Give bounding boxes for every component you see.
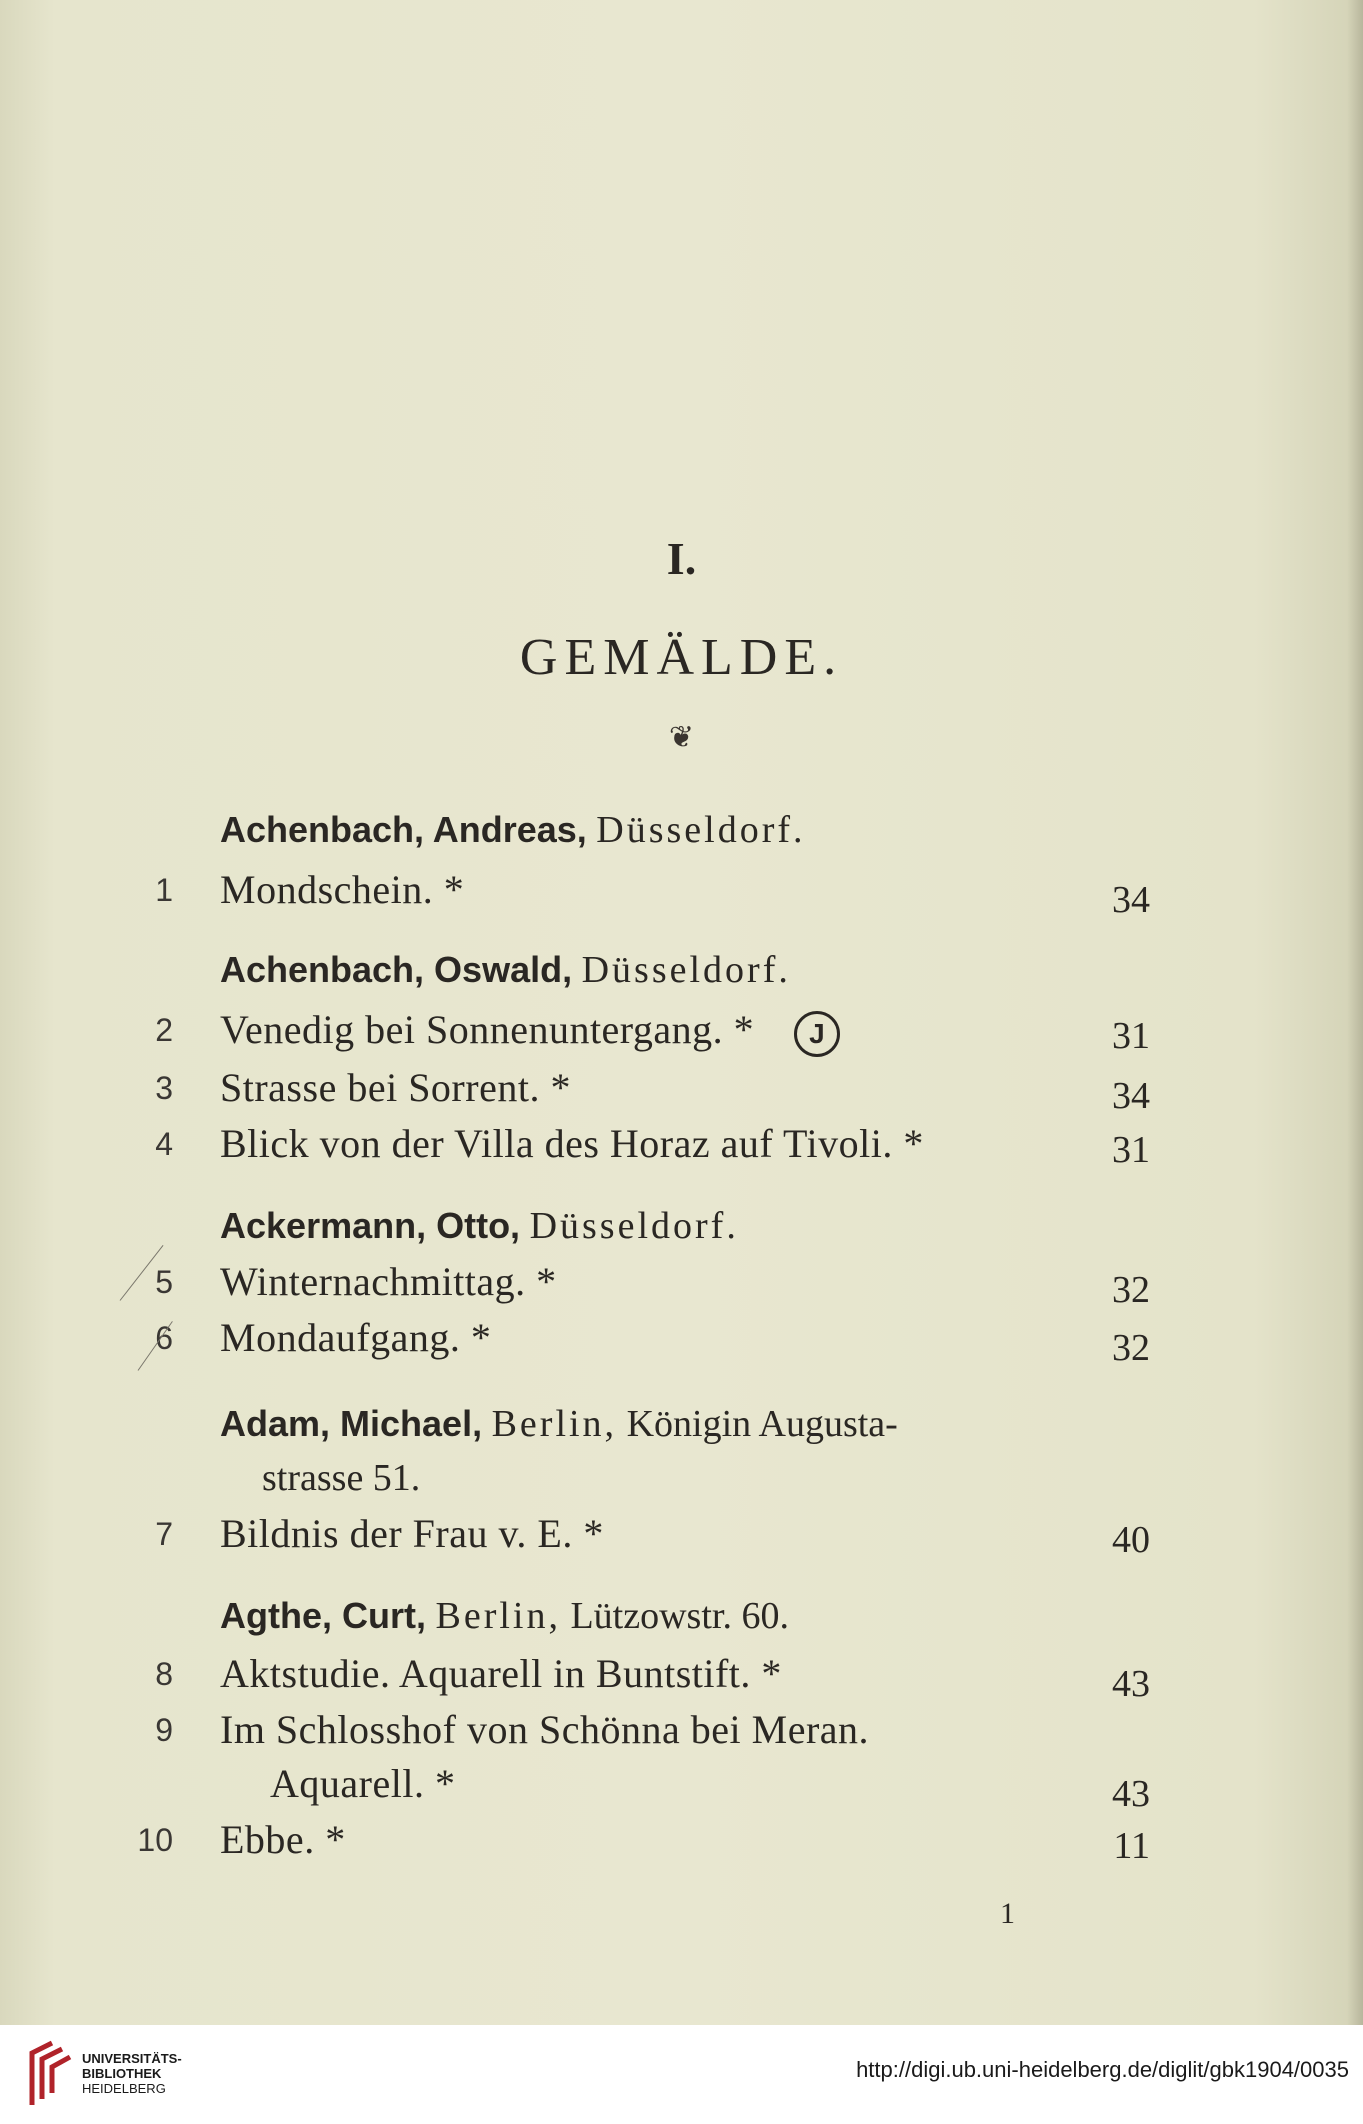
entry-title: Mondschein. * (220, 867, 465, 912)
artist-name: Agthe, Curt, (220, 1595, 426, 1636)
entry-title (220, 1006, 840, 1057)
artist-heading (220, 808, 806, 852)
entry-number: 4 (155, 1126, 173, 1162)
entry-number: 8 (155, 1656, 173, 1692)
entry-number: 6 (155, 1320, 173, 1356)
entry-title-continued: Aquarell. * (270, 1761, 456, 1806)
section-title: GEMÄLDE. (519, 629, 844, 686)
artist-heading (220, 1402, 898, 1446)
entry-number: 5 (155, 1264, 173, 1300)
entry-page: 40 (1112, 1519, 1150, 1561)
artist-city: Düsseldorf. (596, 809, 806, 851)
entry-number: 10 (137, 1822, 173, 1858)
entry-number: 7 (155, 1516, 173, 1552)
entry-number: 9 (155, 1712, 173, 1748)
viewer-footer (0, 2025, 1363, 2124)
entry-title: Strasse bei Sorrent. * (220, 1065, 571, 1110)
entry-page: 43 (1112, 1773, 1150, 1815)
circled-j-mark: J (794, 1011, 840, 1057)
library-logo-icon (18, 2039, 74, 2109)
entry-title: Blick von der Villa des Horaz auf Tivoli. * (220, 1121, 924, 1166)
library-name-line: BIBLIOTHEK (82, 2066, 162, 2081)
artist-heading (220, 1594, 789, 1638)
page-number: 1 (1000, 1897, 1015, 1930)
entry-title: Mondaufgang. * (220, 1315, 492, 1360)
section-number: I. (666, 533, 697, 584)
entry-number: 3 (155, 1070, 173, 1106)
entry-number: 2 (155, 1012, 173, 1048)
artist-city: Düsseldorf. (529, 1205, 739, 1247)
artist-city: Düsseldorf. (581, 949, 791, 991)
page-edge-shadow (1347, 0, 1363, 2025)
library-name (82, 2051, 182, 2096)
entry-title: Winternachmittag. * (220, 1259, 557, 1304)
entry-page: 31 (1112, 1129, 1150, 1171)
entry-page: 34 (1112, 879, 1150, 921)
entry-title: Bildnis der Frau v. E. * (220, 1511, 604, 1556)
entry-title: Ebbe. * (220, 1817, 346, 1862)
artist-city: Berlin, (491, 1403, 618, 1445)
entry-page: 34 (1112, 1075, 1150, 1117)
artist-name: Ackermann, Otto, (220, 1205, 521, 1246)
entry-page: 32 (1112, 1327, 1150, 1369)
artist-name: Achenbach, Oswald, (220, 949, 573, 990)
entry-title-text: Venedig bei Sonnenuntergang. * (220, 1007, 755, 1052)
ornament-icon: ❦ (668, 721, 695, 754)
artist-heading (220, 948, 791, 992)
entry-title: Im Schlosshof von Schönna bei Meran. (220, 1707, 870, 1752)
artist-city: Berlin, (435, 1595, 561, 1637)
artist-name: Achenbach, Andreas, (220, 809, 587, 850)
artist-address-continued: strasse 51. (262, 1457, 421, 1499)
entry-title: Aktstudie. Aquarell in Buntstift. * (220, 1651, 782, 1696)
source-url[interactable]: http://digi.ub.uni-heidelberg.de/diglit/gbk1904/0035 (856, 2057, 1349, 2082)
entry-page: 43 (1112, 1663, 1150, 1705)
artist-address: Lützowstr. 60. (570, 1595, 789, 1637)
entry-page: 31 (1112, 1015, 1150, 1057)
library-name-line: UNIVERSITÄTS- (82, 2051, 182, 2066)
artist-heading (220, 1204, 739, 1248)
library-name-line: HEIDELBERG (82, 2081, 166, 2096)
entry-page: 11 (1113, 1825, 1150, 1867)
entry-number: 1 (155, 872, 173, 908)
artist-address: Königin Augusta- (626, 1403, 898, 1445)
entry-page: 32 (1112, 1269, 1150, 1311)
artist-name: Adam, Michael, (220, 1403, 483, 1444)
